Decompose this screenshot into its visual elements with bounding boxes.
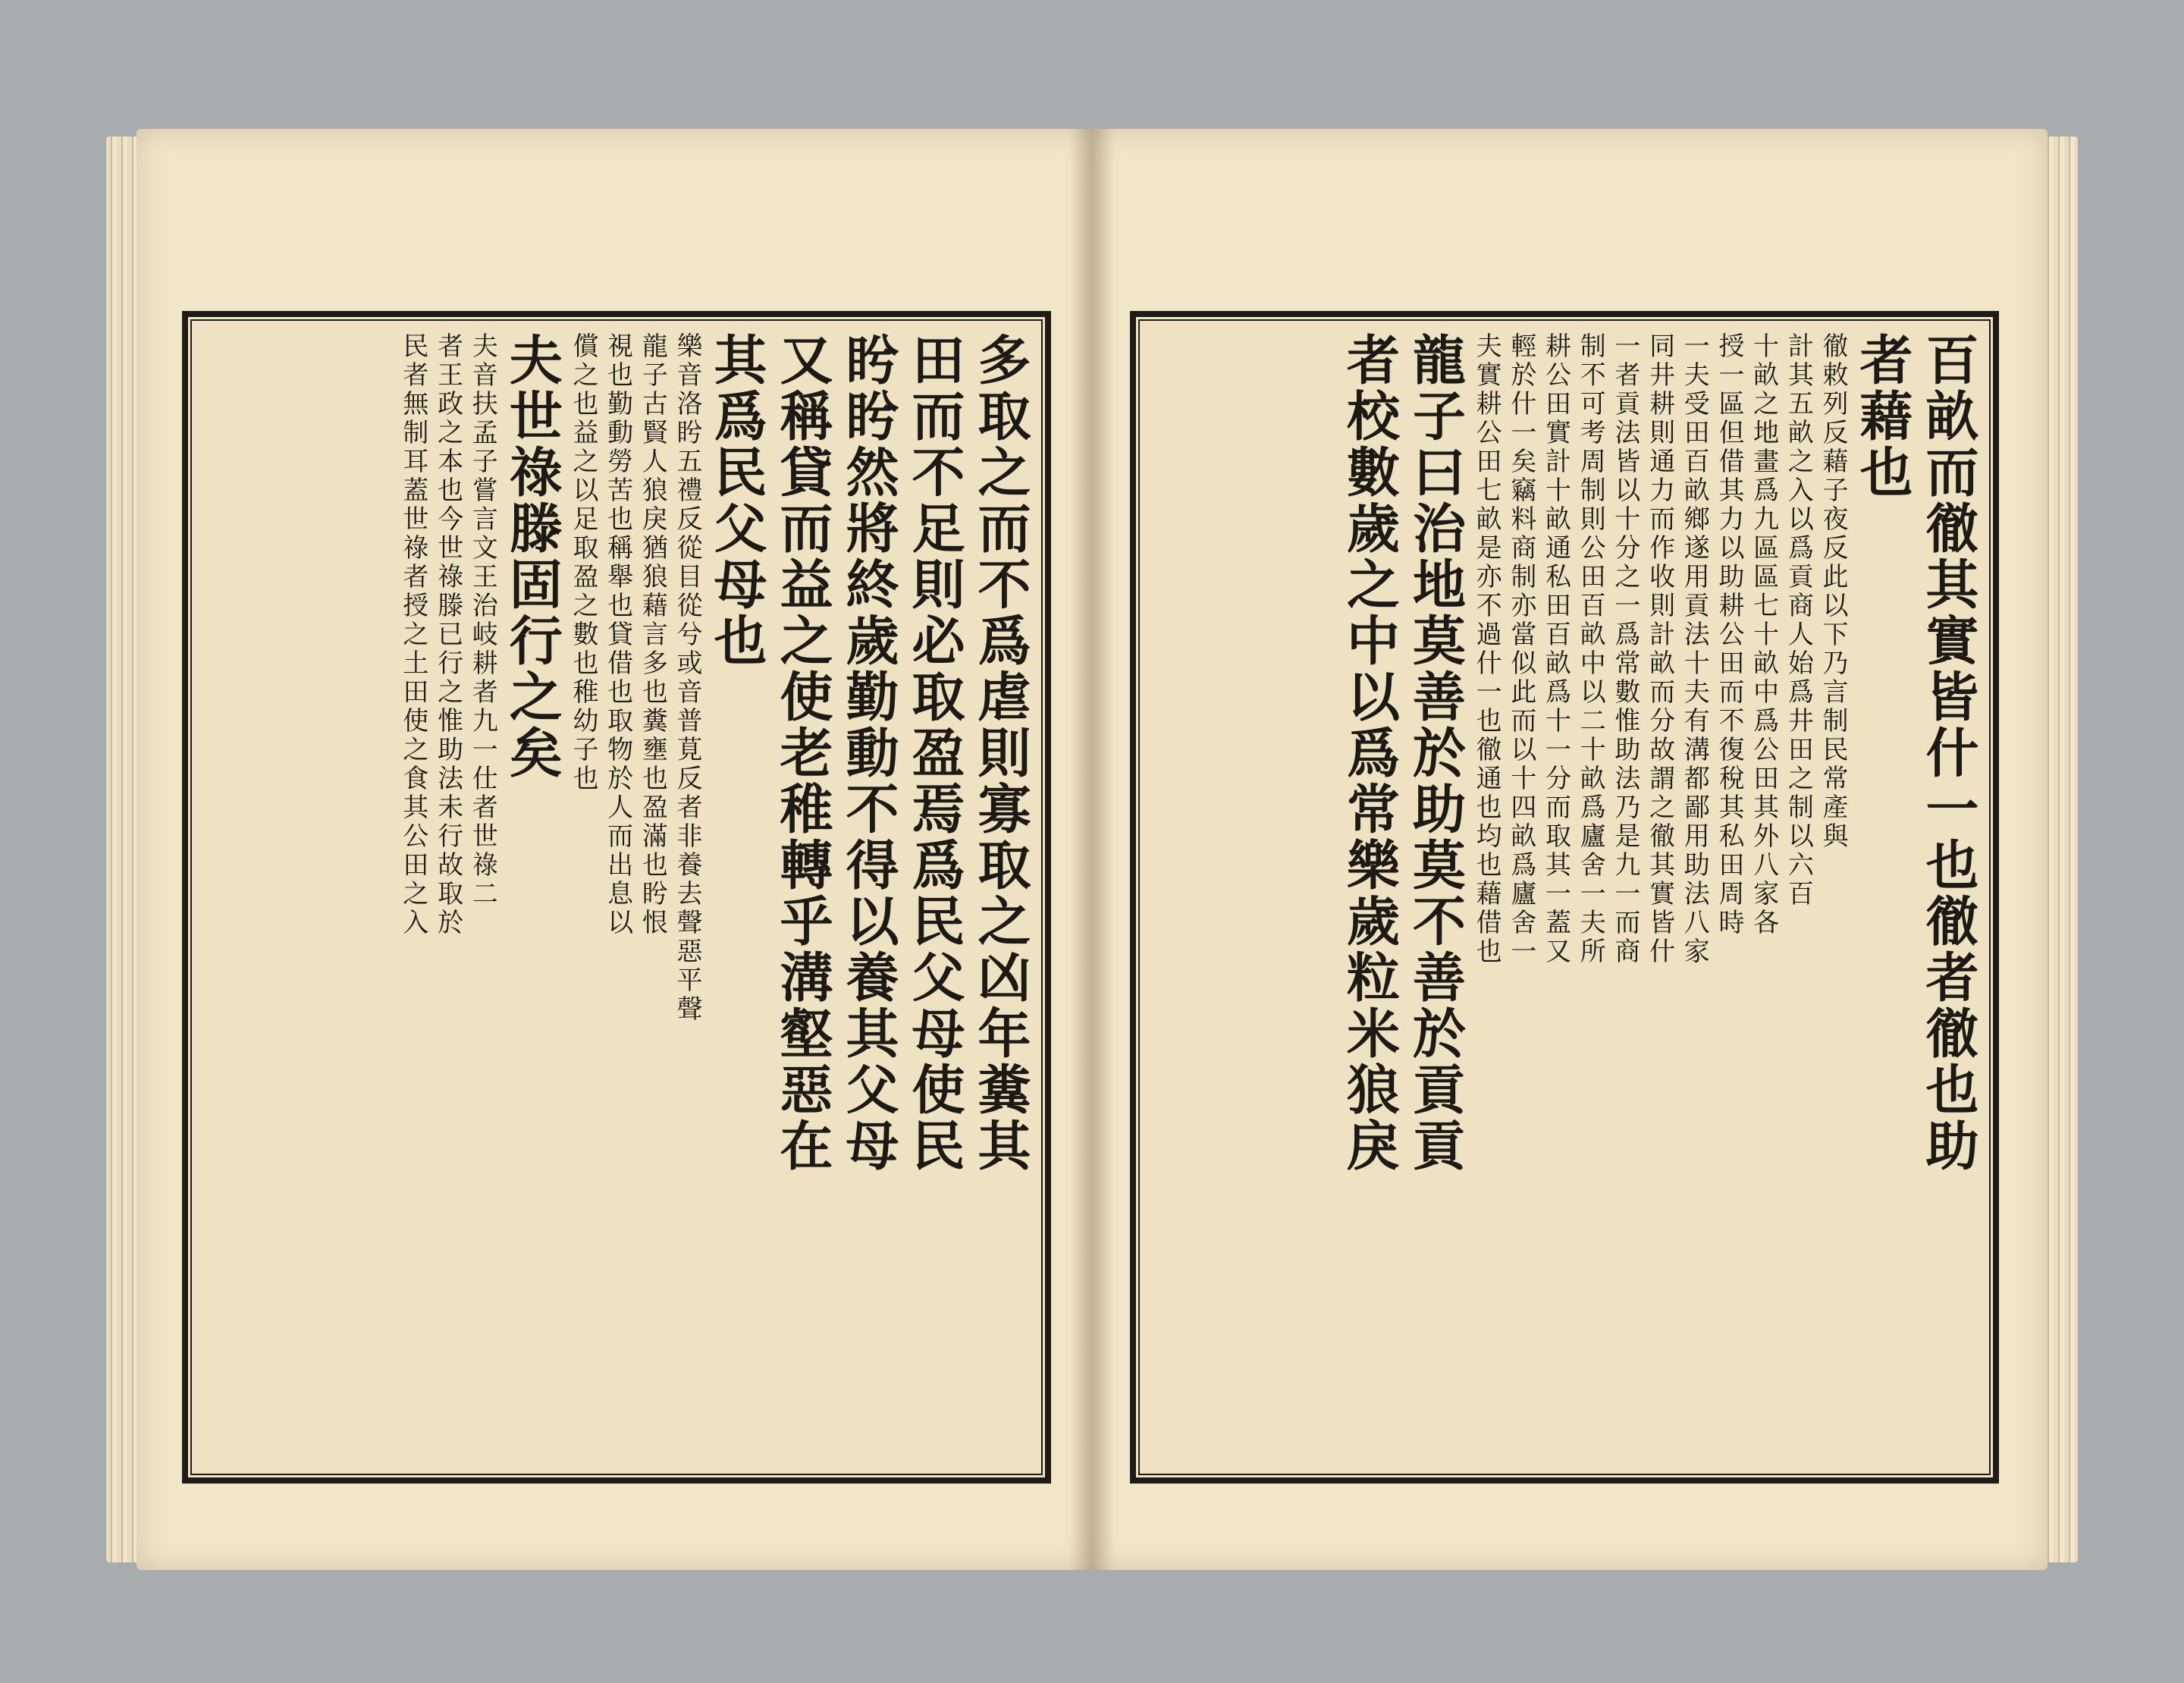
text-column: 田而不足則必取盈焉爲民父母使民: [903, 332, 966, 1174]
text-column: 制不可考周制則公田百畝中以二十畝爲廬舍一夫所: [1575, 332, 1606, 966]
text-column: 者王政之本也今世祿滕已行之惟助法未行故取於: [432, 332, 463, 937]
text-column: 者藉也: [1851, 332, 1914, 501]
left-text-columns: [203, 332, 1030, 1462]
text-column: 一夫受田百畝鄉遂用貢法十夫有溝都鄙用助法八家: [1679, 332, 1710, 966]
right-text-frame: [1130, 311, 1999, 1484]
text-column: 龍子古賢人狼戾猶狼藉言多也糞壅也盈滿也盻恨: [637, 332, 668, 937]
text-column: 夫世祿滕固行之矣: [500, 332, 564, 781]
text-column: 輕於什一矣竊料商制亦當似此而以十四畝爲廬舍一: [1505, 332, 1536, 966]
left-text-frame: [182, 311, 1051, 1484]
text-column: 多取之而不爲虐則寡取之凶年糞其: [969, 332, 1032, 1174]
text-column: 視也勤動勞苦也稱舉也貸借也取物於人而出息以: [602, 332, 633, 937]
book-gutter: [1069, 129, 1115, 1570]
text-column: 夫實耕公田七畝是亦不過什一也徹通也均也藉借也: [1471, 332, 1502, 966]
text-column: 百畝而徹其實皆什一也徹者徹也助: [1917, 332, 1980, 1174]
right-text-columns: [1151, 332, 1978, 1462]
right-page: [1092, 129, 2048, 1570]
open-book: [106, 129, 2078, 1570]
text-column: 計其五畝之入以爲貢商人始爲井田之制以六百: [1783, 332, 1814, 909]
left-page: [136, 129, 1092, 1570]
text-column: 盻盻然將終歲勤動不得以養其父母: [837, 332, 900, 1174]
text-column: 又稱貸而益之使老稚轉乎溝壑惡在: [771, 332, 834, 1174]
text-column: 者校數歲之中以爲常樂歲粒米狼戾: [1338, 332, 1401, 1174]
text-column: 一者貢法皆以十分之一爲常數惟助法乃是九一而商: [1609, 332, 1640, 966]
text-column: 耕公田實計十畝通私田百畝爲十一分而取其一蓋又: [1540, 332, 1571, 966]
text-column: 龍子曰治地莫善於助莫不善於貢貢: [1404, 332, 1467, 1174]
text-column: 同井耕則通力而作收則計畝而分故謂之徹其實皆什: [1644, 332, 1675, 966]
text-column: 授一區但借其力以助耕公田而不復稅其私田周時: [1713, 332, 1744, 937]
text-column: 樂音洛盻五禮反從目從兮或音普莧反者非養去聲惡平聲: [672, 332, 702, 1024]
text-column: 夫音扶孟子嘗言文王治岐耕者九一仕者世祿二: [467, 332, 498, 909]
text-column: 十畝之地畫爲九區區七十畝中爲公田其外八家各: [1748, 332, 1779, 937]
text-column: 其爲民父母也: [705, 332, 768, 669]
text-column: 徹敕列反藉子夜反此以下乃言制民常產與: [1818, 332, 1848, 851]
text-column: 償之也益之以足取盈之數也稚幼子也: [567, 332, 598, 793]
text-column: 民者無制耳蓋世祿者授之土田使之食其公田之入: [397, 332, 428, 937]
